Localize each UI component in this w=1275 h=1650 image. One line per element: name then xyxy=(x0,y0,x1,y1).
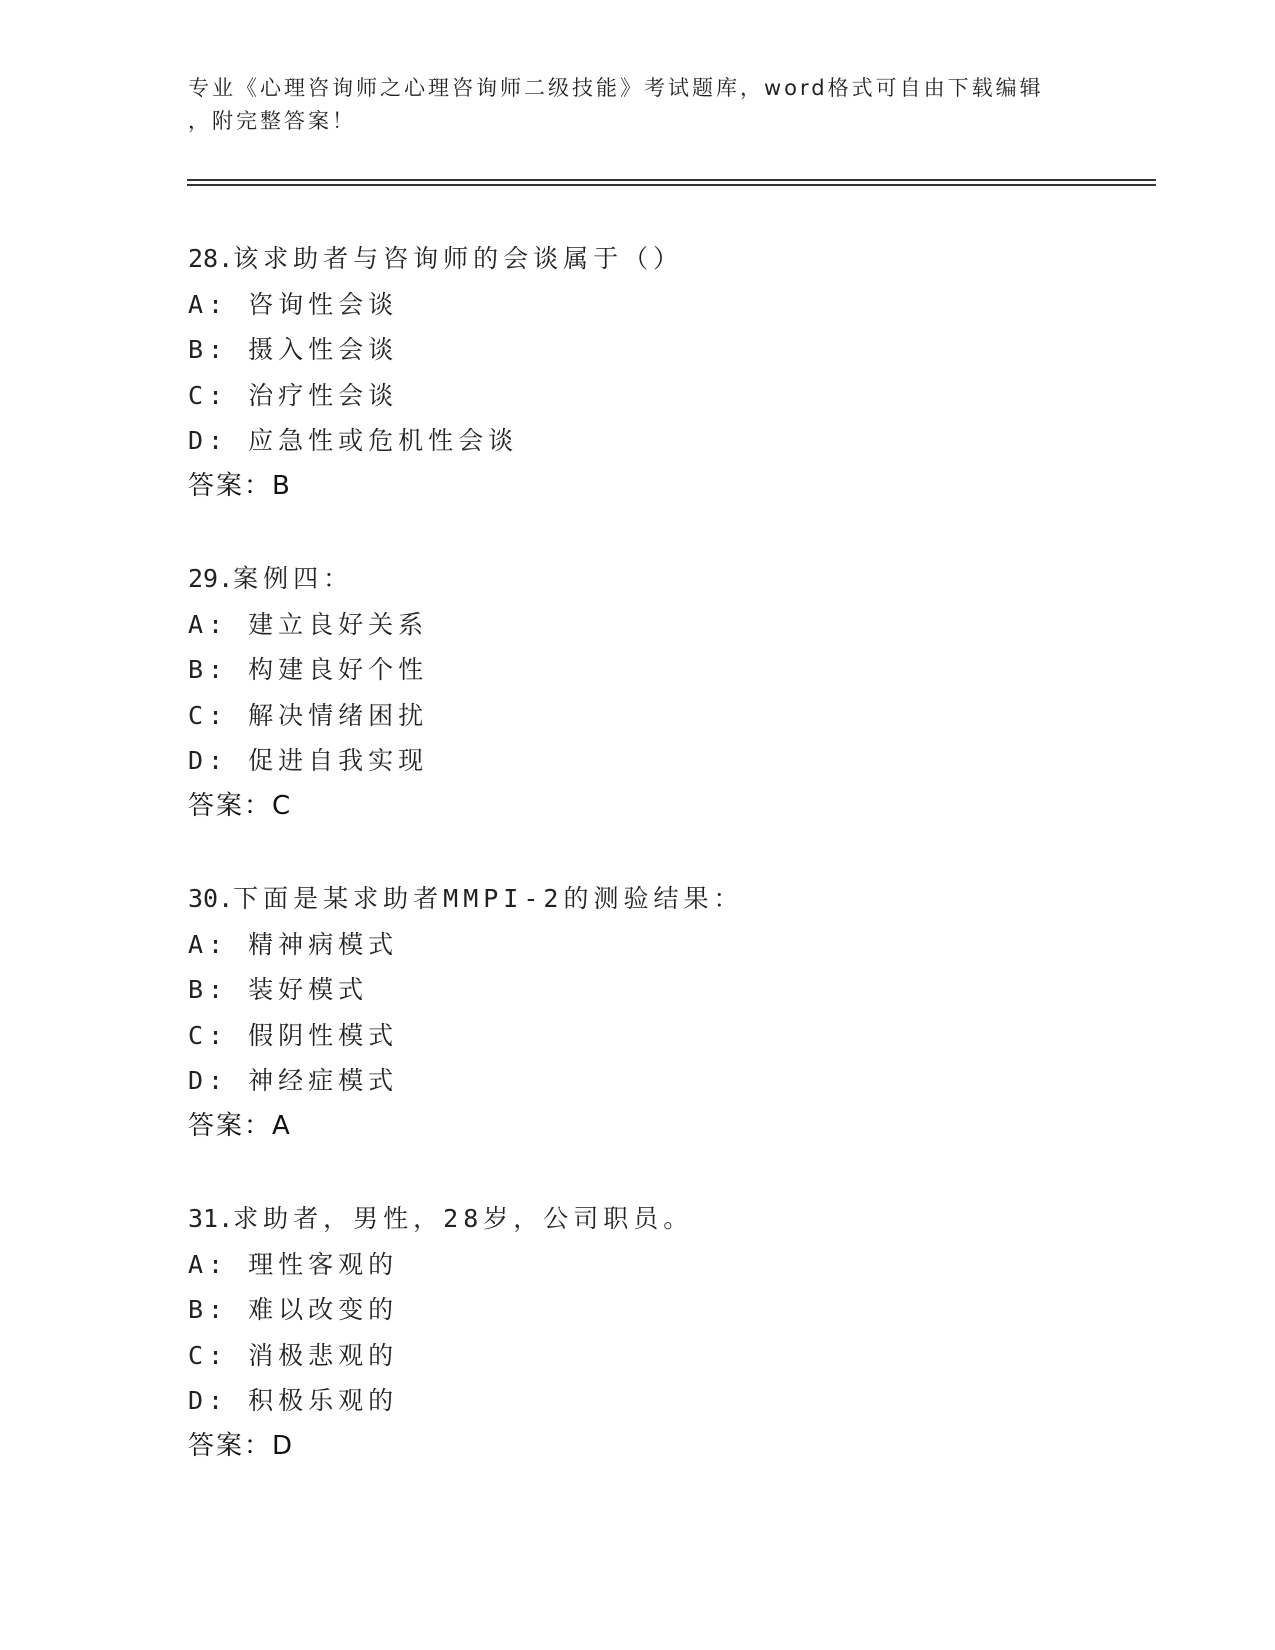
option-label: D: xyxy=(188,746,229,776)
option-c xyxy=(188,1013,1128,1059)
question-number: 28. xyxy=(188,244,234,273)
question-stem xyxy=(188,1196,1128,1242)
option-b xyxy=(188,647,1128,693)
question-29 xyxy=(188,556,1128,876)
option-a xyxy=(188,602,1128,648)
option-label: B: xyxy=(188,655,229,685)
option-text: 建立良好关系 xyxy=(248,609,429,639)
question-30 xyxy=(188,876,1128,1196)
option-label: D: xyxy=(188,1386,229,1416)
question-text: 案例四： xyxy=(233,564,354,593)
option-label: C: xyxy=(188,380,229,410)
answer-label: 答案： xyxy=(188,1110,273,1141)
option-label: D: xyxy=(188,426,229,456)
option-b xyxy=(188,967,1128,1013)
question-text: 该求助者与咨询师的会谈属于（） xyxy=(233,244,684,273)
header-line-2: ，附完整答案！ xyxy=(188,109,356,133)
option-text: 神经症模式 xyxy=(248,1066,399,1096)
option-text: 咨询性会谈 xyxy=(248,289,399,319)
option-label: C: xyxy=(188,1340,229,1370)
option-d xyxy=(188,418,1128,464)
option-text: 精神病模式 xyxy=(248,929,399,959)
option-label: A: xyxy=(188,1249,229,1279)
answer-line xyxy=(188,1104,1128,1150)
question-stem xyxy=(188,556,1128,602)
option-text: 治疗性会谈 xyxy=(248,380,399,410)
option-text: 积极乐观的 xyxy=(248,1386,399,1416)
option-d xyxy=(188,738,1128,784)
option-label: C: xyxy=(188,700,229,730)
option-c xyxy=(188,693,1128,739)
header-divider-top xyxy=(187,179,1156,181)
answer-line xyxy=(188,1424,1128,1470)
option-a xyxy=(188,282,1128,328)
option-text: 假阴性模式 xyxy=(248,1020,399,1050)
option-text: 解决情绪困扰 xyxy=(248,700,429,730)
option-a xyxy=(188,1242,1128,1288)
option-a xyxy=(188,922,1128,968)
question-number: 30. xyxy=(188,884,234,913)
option-text: 促进自我实现 xyxy=(248,746,429,776)
option-c xyxy=(188,1333,1128,1379)
option-label: B: xyxy=(188,335,229,365)
option-text: 消极悲观的 xyxy=(248,1340,399,1370)
option-text: 难以改变的 xyxy=(248,1295,399,1325)
answer-label: 答案： xyxy=(188,470,273,501)
answer-label: 答案： xyxy=(188,790,273,821)
question-31 xyxy=(188,1196,1128,1516)
question-number: 31. xyxy=(188,1204,234,1233)
question-text: 求助者，男性，28岁，公司职员。 xyxy=(233,1204,694,1233)
option-text: 摄入性会谈 xyxy=(248,335,399,365)
option-label: A: xyxy=(188,289,229,319)
option-label: A: xyxy=(188,929,229,959)
answer-value: A xyxy=(272,1110,292,1141)
question-28 xyxy=(188,236,1128,556)
option-text: 装好模式 xyxy=(248,975,369,1005)
option-b xyxy=(188,327,1128,373)
option-label: D: xyxy=(188,1066,229,1096)
option-label: B: xyxy=(188,975,229,1005)
question-list xyxy=(188,236,1128,1516)
question-text: 下面是某求助者MMPI-2的测验结果： xyxy=(233,884,744,913)
option-b xyxy=(188,1287,1128,1333)
answer-label: 答案： xyxy=(188,1430,273,1461)
option-text: 构建良好个性 xyxy=(248,655,429,685)
option-c xyxy=(188,373,1128,419)
question-stem xyxy=(188,876,1128,922)
option-text: 应急性或危机性会谈 xyxy=(248,426,519,456)
question-number: 29. xyxy=(188,564,234,593)
option-label: C: xyxy=(188,1020,229,1050)
answer-line xyxy=(188,464,1128,510)
answer-value: D xyxy=(272,1430,295,1461)
option-text: 理性客观的 xyxy=(248,1249,399,1279)
header-divider-bottom xyxy=(187,184,1156,186)
question-stem xyxy=(188,236,1128,282)
option-d xyxy=(188,1058,1128,1104)
header-line-1: 专业《心理咨询师之心理咨询师二级技能》考试题库，word格式可自由下载编辑 xyxy=(188,76,1044,100)
option-label: B: xyxy=(188,1295,229,1325)
answer-value: C xyxy=(272,790,293,821)
document-header xyxy=(188,72,1088,138)
answer-line xyxy=(188,784,1128,830)
answer-value: B xyxy=(272,470,292,501)
option-d xyxy=(188,1378,1128,1424)
option-label: A: xyxy=(188,609,229,639)
